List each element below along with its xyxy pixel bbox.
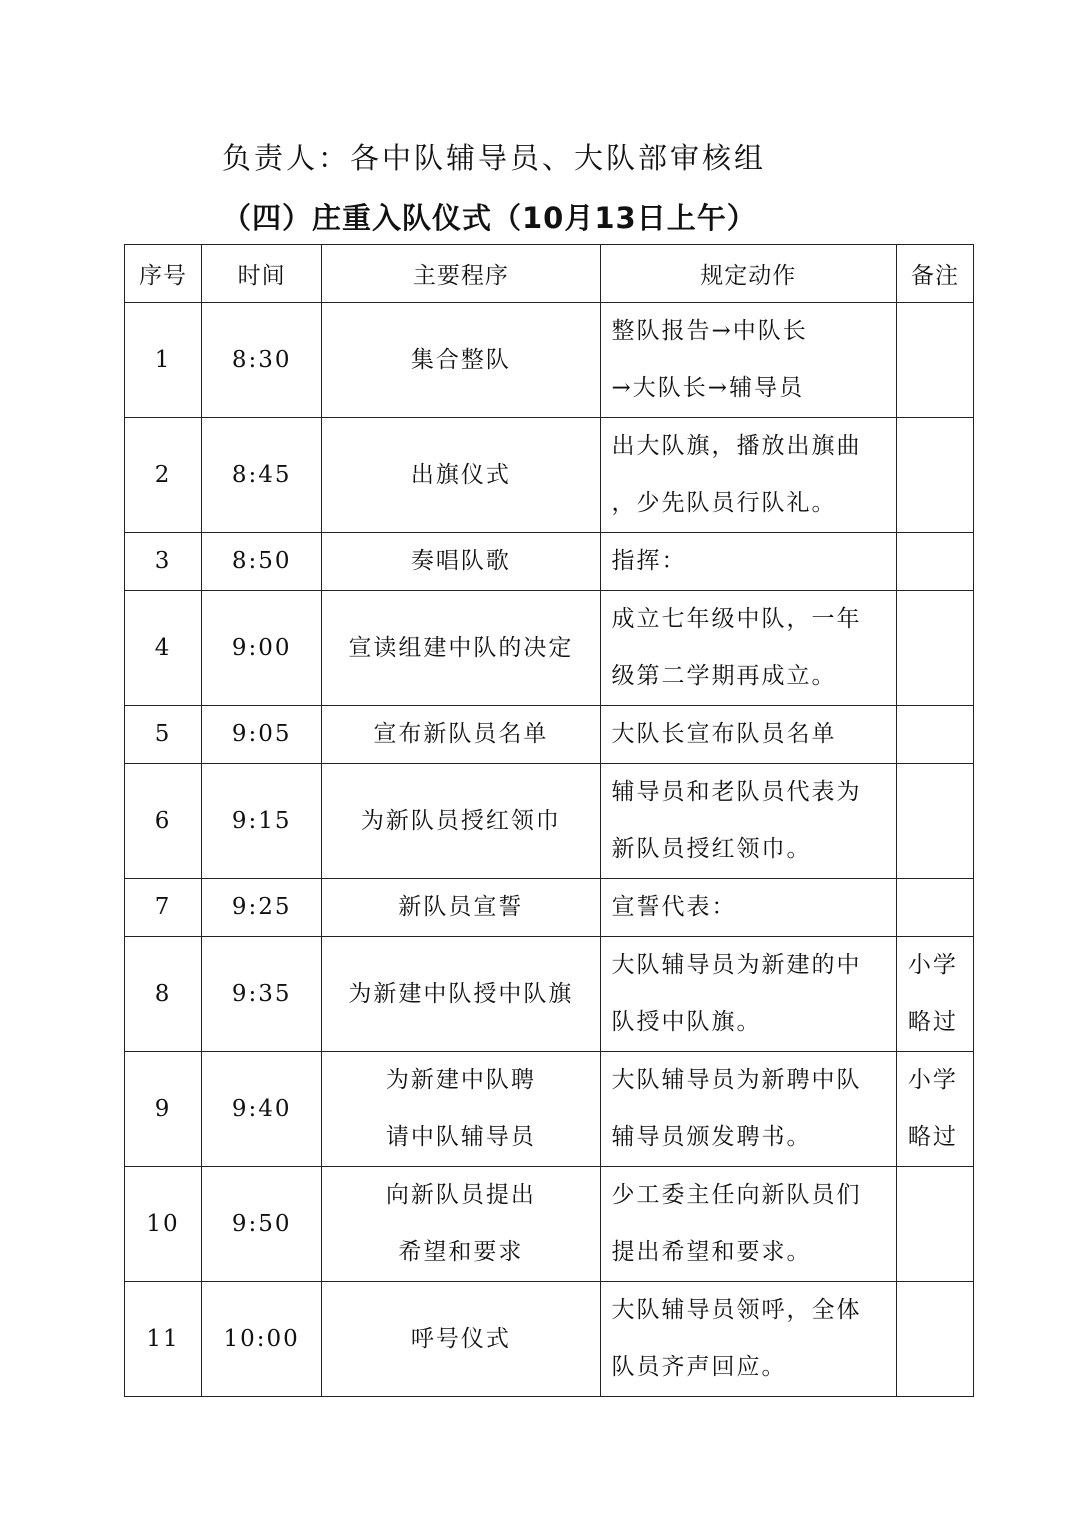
cell-no-text: 10 — [146, 1210, 180, 1237]
cell-time — [202, 1167, 322, 1282]
cell-time — [202, 879, 322, 937]
cell-time-text: 8:30 — [231, 346, 292, 373]
column-header-no: 序号 — [125, 245, 202, 303]
cell-action — [600, 533, 896, 591]
cell-action-text: 少工委主任向新队员们 提出希望和要求。 — [611, 1182, 862, 1265]
cell-note — [896, 533, 973, 591]
cell-procedure — [322, 418, 600, 533]
cell-procedure — [322, 764, 600, 879]
ceremony-schedule-table — [124, 244, 974, 1397]
table-row — [125, 937, 974, 1052]
cell-action-text: 整队报告→中队长 →大队长→辅导员 — [611, 318, 808, 401]
cell-action — [600, 937, 896, 1052]
cell-action-text: 大队辅导员领呼，全体 队员齐声回应。 — [611, 1297, 862, 1380]
cell-no — [125, 706, 202, 764]
table-row — [125, 303, 974, 418]
cell-no — [125, 303, 202, 418]
cell-time — [202, 533, 322, 591]
cell-procedure-text: 呼号仪式 — [410, 1325, 511, 1352]
table-row — [125, 1167, 974, 1282]
cell-time-text: 9:00 — [231, 634, 292, 661]
cell-note — [896, 303, 973, 418]
cell-time — [202, 937, 322, 1052]
table-body — [125, 303, 974, 1397]
cell-no-text: 1 — [154, 346, 172, 373]
cell-no — [125, 879, 202, 937]
cell-no-text: 7 — [154, 894, 172, 920]
table-row — [125, 418, 974, 533]
cell-procedure-text: 为新队员授红领巾 — [360, 807, 561, 834]
cell-no — [125, 533, 202, 591]
cell-procedure — [322, 937, 600, 1052]
responsible-persons-line: 负责人：各中队辅导员、大队部审核组 — [222, 141, 767, 175]
cell-procedure-text: 向新队员提出 希望和要求 — [385, 1182, 536, 1265]
cell-time-text: 8:50 — [231, 548, 292, 574]
cell-time — [202, 303, 322, 418]
cell-no — [125, 1167, 202, 1282]
cell-no-text: 11 — [146, 1325, 180, 1352]
cell-time — [202, 1052, 322, 1167]
column-header-action: 规定动作 — [600, 245, 896, 303]
cell-action — [600, 418, 896, 533]
cell-time — [202, 418, 322, 533]
cell-procedure — [322, 1052, 600, 1167]
cell-action-text: 大队辅导员为新建的中 队授中队旗。 — [611, 952, 862, 1035]
cell-time-text: 9:50 — [231, 1210, 292, 1237]
cell-procedure-text: 为新建中队授中队旗 — [348, 980, 574, 1007]
cell-no — [125, 591, 202, 706]
section-title: （四）庄重入队仪式（10月13日上午） — [222, 201, 757, 235]
table-header-row — [125, 245, 974, 303]
cell-no-text: 8 — [154, 980, 172, 1007]
cell-time-text: 9:05 — [231, 721, 292, 747]
cell-no-text: 9 — [154, 1095, 172, 1122]
cell-procedure — [322, 879, 600, 937]
cell-action-text: 辅导员和老队员代表为 新队员授红领巾。 — [611, 779, 862, 862]
cell-time — [202, 706, 322, 764]
cell-procedure-text: 集合整队 — [410, 346, 511, 373]
cell-action-text: 大队长宣布队员名单 — [611, 721, 837, 747]
table-row — [125, 533, 974, 591]
cell-procedure — [322, 303, 600, 418]
cell-no-text: 2 — [154, 461, 172, 488]
cell-note — [896, 591, 973, 706]
cell-time-text: 9:15 — [231, 807, 292, 834]
cell-procedure-text: 奏唱队歌 — [410, 548, 511, 574]
cell-procedure-text: 宣布新队员名单 — [373, 721, 549, 747]
table-row — [125, 764, 974, 879]
cell-no — [125, 1052, 202, 1167]
cell-time-text: 9:35 — [231, 980, 292, 1007]
cell-no-text: 4 — [154, 634, 172, 661]
cell-action — [600, 1052, 896, 1167]
column-header-note: 备注 — [896, 245, 973, 303]
cell-procedure — [322, 1167, 600, 1282]
table-row — [125, 591, 974, 706]
cell-note — [896, 1167, 973, 1282]
cell-procedure-text: 出旗仪式 — [410, 461, 511, 488]
cell-action-text: 出大队旗，播放出旗曲 ，少先队员行队礼。 — [611, 433, 862, 516]
cell-note — [896, 418, 973, 533]
cell-no-text: 5 — [154, 721, 172, 747]
cell-time — [202, 764, 322, 879]
cell-action — [600, 1282, 896, 1397]
cell-note — [896, 764, 973, 879]
cell-no-text: 6 — [154, 807, 172, 834]
cell-action-text: 大队辅导员为新聘中队 辅导员颁发聘书。 — [611, 1067, 862, 1150]
cell-time-text: 10:00 — [223, 1325, 300, 1352]
cell-action-text: 指挥： — [611, 548, 687, 574]
cell-no — [125, 1282, 202, 1397]
cell-no — [125, 418, 202, 533]
table-row — [125, 879, 974, 937]
cell-procedure-text: 宣读组建中队的决定 — [348, 634, 574, 661]
cell-procedure — [322, 706, 600, 764]
cell-note — [896, 937, 973, 1052]
cell-procedure — [322, 533, 600, 591]
cell-note-text: 小学 略过 — [907, 952, 958, 1035]
cell-action — [600, 1167, 896, 1282]
table-row — [125, 1052, 974, 1167]
column-header-procedure: 主要程序 — [322, 245, 600, 303]
cell-no-text: 3 — [154, 548, 172, 574]
cell-note-text: 小学 略过 — [907, 1067, 958, 1150]
cell-note — [896, 1052, 973, 1167]
cell-no — [125, 764, 202, 879]
cell-action — [600, 879, 896, 937]
cell-note — [896, 1282, 973, 1397]
cell-note — [896, 879, 973, 937]
table-row — [125, 706, 974, 764]
table-row — [125, 1282, 974, 1397]
cell-action — [600, 303, 896, 418]
cell-time-text: 9:40 — [231, 1095, 292, 1122]
cell-action — [600, 706, 896, 764]
cell-action — [600, 764, 896, 879]
cell-procedure — [322, 1282, 600, 1397]
cell-no — [125, 937, 202, 1052]
cell-action — [600, 591, 896, 706]
cell-procedure-text: 为新建中队聘 请中队辅导员 — [385, 1067, 536, 1150]
cell-procedure-text: 新队员宣誓 — [398, 894, 524, 920]
cell-time — [202, 591, 322, 706]
cell-time — [202, 1282, 322, 1397]
cell-procedure — [322, 591, 600, 706]
cell-time-text: 8:45 — [231, 461, 292, 488]
cell-note — [896, 706, 973, 764]
column-header-time: 时间 — [202, 245, 322, 303]
cell-time-text: 9:25 — [231, 894, 292, 920]
cell-action-text: 成立七年级中队，一年 级第二学期再成立。 — [611, 606, 862, 689]
cell-action-text: 宣誓代表： — [611, 894, 737, 920]
